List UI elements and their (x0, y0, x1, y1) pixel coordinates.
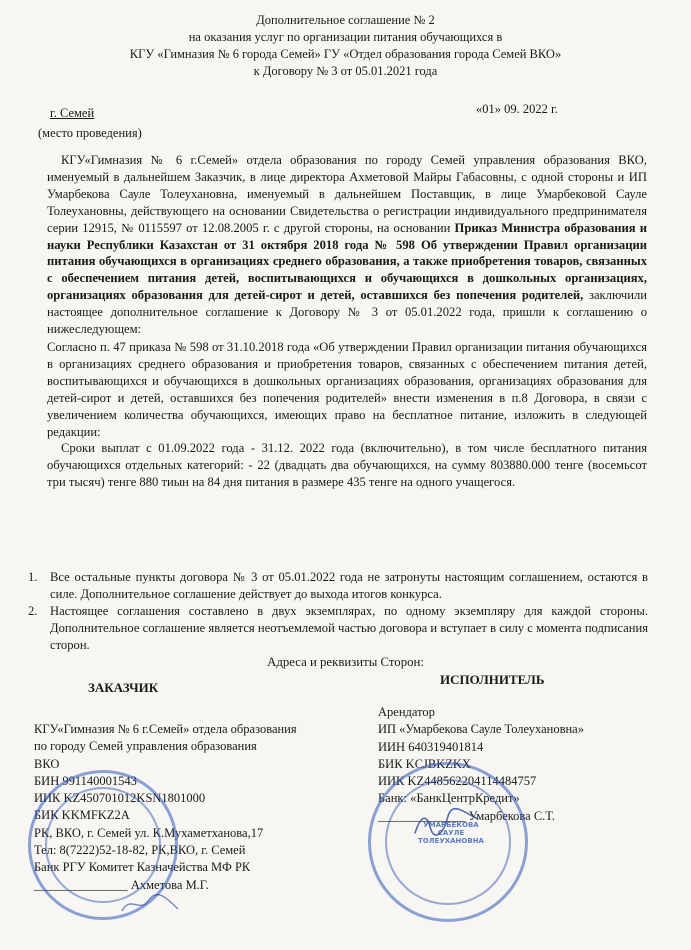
place: г. Семей (50, 106, 95, 120)
document-date: «01» 09. 2022 г. (476, 102, 558, 116)
customer-signature (120, 893, 180, 917)
header-subject: на оказания услуг по организации питания обучающихся в (188, 30, 503, 44)
preamble-part2: заключили настоящее дополнительное соглашение к Договору № 3 от 05.01.2022 года, пришли к соглашению о нижеследующем: (47, 288, 647, 337)
payment-terms-paragraph: Сроки выплат с 01.09.2022 года - 31.12. 2022 года (включительно), в том числе бесплатного питания обучающихся отдельных категорий: - 22 (двадцать два обучающихся, на сумму 803880.000 тенге (восемьсот три тысяч) тенге 880 тиын на 84 дня питания в размере 435 тенге на одного учащегося. (47, 441, 647, 490)
list-item-number: 1. (28, 570, 38, 584)
customer-title: ЗАКАЗЧИК (88, 680, 159, 695)
executor-signature-line: ______________ Умарбекова С.Т. (378, 808, 555, 823)
executor-line: ИП «Умарбекова Сауле Толеухановна» (378, 722, 584, 737)
preamble-paragraph (47, 152, 647, 338)
customer-line: ИИК KZ450701012KSN1801000 (34, 791, 206, 806)
seal-text-line: ТОЛЕУХАНОВНА (418, 837, 484, 845)
amendment-paragraph: Согласно п. 47 приказа № 598 от 31.10.2018 года «Об утверждении Правил организации питания обучающихся в организациях среднего образования и приобретения товаров, связанных с обеспечением питания детей, воспитывающихся и обучающихся в дошкольных организациях образования, организациях образования для детей-сирот и детей, оставшихся без попечения родителей» внести изменения в п.8 Договора, в связи с увеличением количества обучающихся, имеющих право на бесплатное питание, изложить в следующей редакции: (47, 339, 647, 439)
executor-line: Арендатор (378, 705, 435, 719)
header-contract-ref: к Договору № 3 от 05.01.2021 года (253, 64, 438, 78)
customer-line: БИН 991140001543 (34, 773, 137, 788)
customer-line: ВКО (34, 756, 60, 771)
seal-inner-ring (45, 787, 161, 903)
document-body (47, 152, 647, 491)
list-item-text: Все остальные пункты договора № 3 от 05.01.2022 года не затронуты настоящим соглашением, остаются в силе. Дополнительное соглашение действует до выхода итогов конкурса. (50, 570, 648, 601)
executor-line: ИИК KZ448562204114484757 (378, 774, 537, 789)
customer-line: КГУ«Гимназия № 6 г.Семей» отдела образования (34, 722, 297, 736)
list-item-text: Настоящее соглашения составлено в двух экземплярах, по одному экземпляру для каждой стороны. Дополнительное соглашение является неотъемлемой частью договора и вступает в силу с момента подписания сторон. (50, 603, 648, 652)
terms-list (28, 569, 648, 654)
place-note: (место проведения) (38, 126, 142, 140)
list-item (28, 603, 648, 654)
seal-text-line: САУЛЕ (437, 829, 465, 837)
header-title: Дополнительное соглашение № 2 (256, 13, 435, 27)
customer-line: БИК KKMFKZ2A (34, 808, 130, 823)
addresses-title: Адреса и реквизиты Сторон: (267, 655, 424, 669)
list-item-number: 2. (28, 603, 38, 618)
executor-line: ИИН 640319401814 (378, 739, 484, 754)
customer-line: Банк РГУ Комитет Казначейства МФ РК (34, 860, 251, 875)
customer-line: по городу Семей управления образования (34, 739, 257, 754)
list-item (28, 569, 648, 603)
executor-line: Банк: «БанкЦентрКредит» (378, 791, 520, 806)
document-header (0, 12, 691, 80)
executor-line: БИК KCJBKZKX (378, 756, 471, 771)
executor-title: ИСПОЛНИТЕЛЬ (440, 672, 545, 687)
executor-seal-stamp (368, 762, 528, 922)
customer-line: Тел: 8(7222)52-18-82, РК,ВКО, г. Семей (34, 843, 246, 858)
preamble-part1: КГУ«Гимназия № 6 г.Семей» отдела образования по городу Семей управления образования ВКО, именуемый в дальнейшем Заказчик, в лице директора Ахметовой Майры Габасовны, с одной стороны и ИП Умарбекова Сауле Толеухановна, именуемый в дальнейшем Поставщик, в лице Умарбековой Сауле Толеухановны, действующего на основании Свидетельства о регистрации индивидуального предпринимателя серии 12915, № 0115597 от 12.08.2005 г. с другой стороны, на основании (47, 153, 647, 235)
customer-line: РК, ВКО, г. Семей ул. К.Мухаметханова,17 (34, 825, 264, 840)
customer-signature-line: _______________ Ахметова М.Г. (34, 877, 209, 892)
header-organization: КГУ «Гимназия № 6 города Семей» ГУ «Отдел образования города Семей ВКО» (129, 47, 562, 61)
seal-text-line: УМАРБЕКОВА (423, 821, 479, 829)
preamble-order-reference: Приказ Министра образования и науки Республики Казахстан от 31 октября 2018 года № 598 Об утверждении Правил организации питания обучающихся в организациях среднего образования, а также приобретения товаров, связанных с обеспечением питания детей, воспитывающихся и обучающихся в дошкольных организациях, организациях образования для детей-сирот и детей, оставшихся без попечения родителей, (47, 220, 648, 303)
